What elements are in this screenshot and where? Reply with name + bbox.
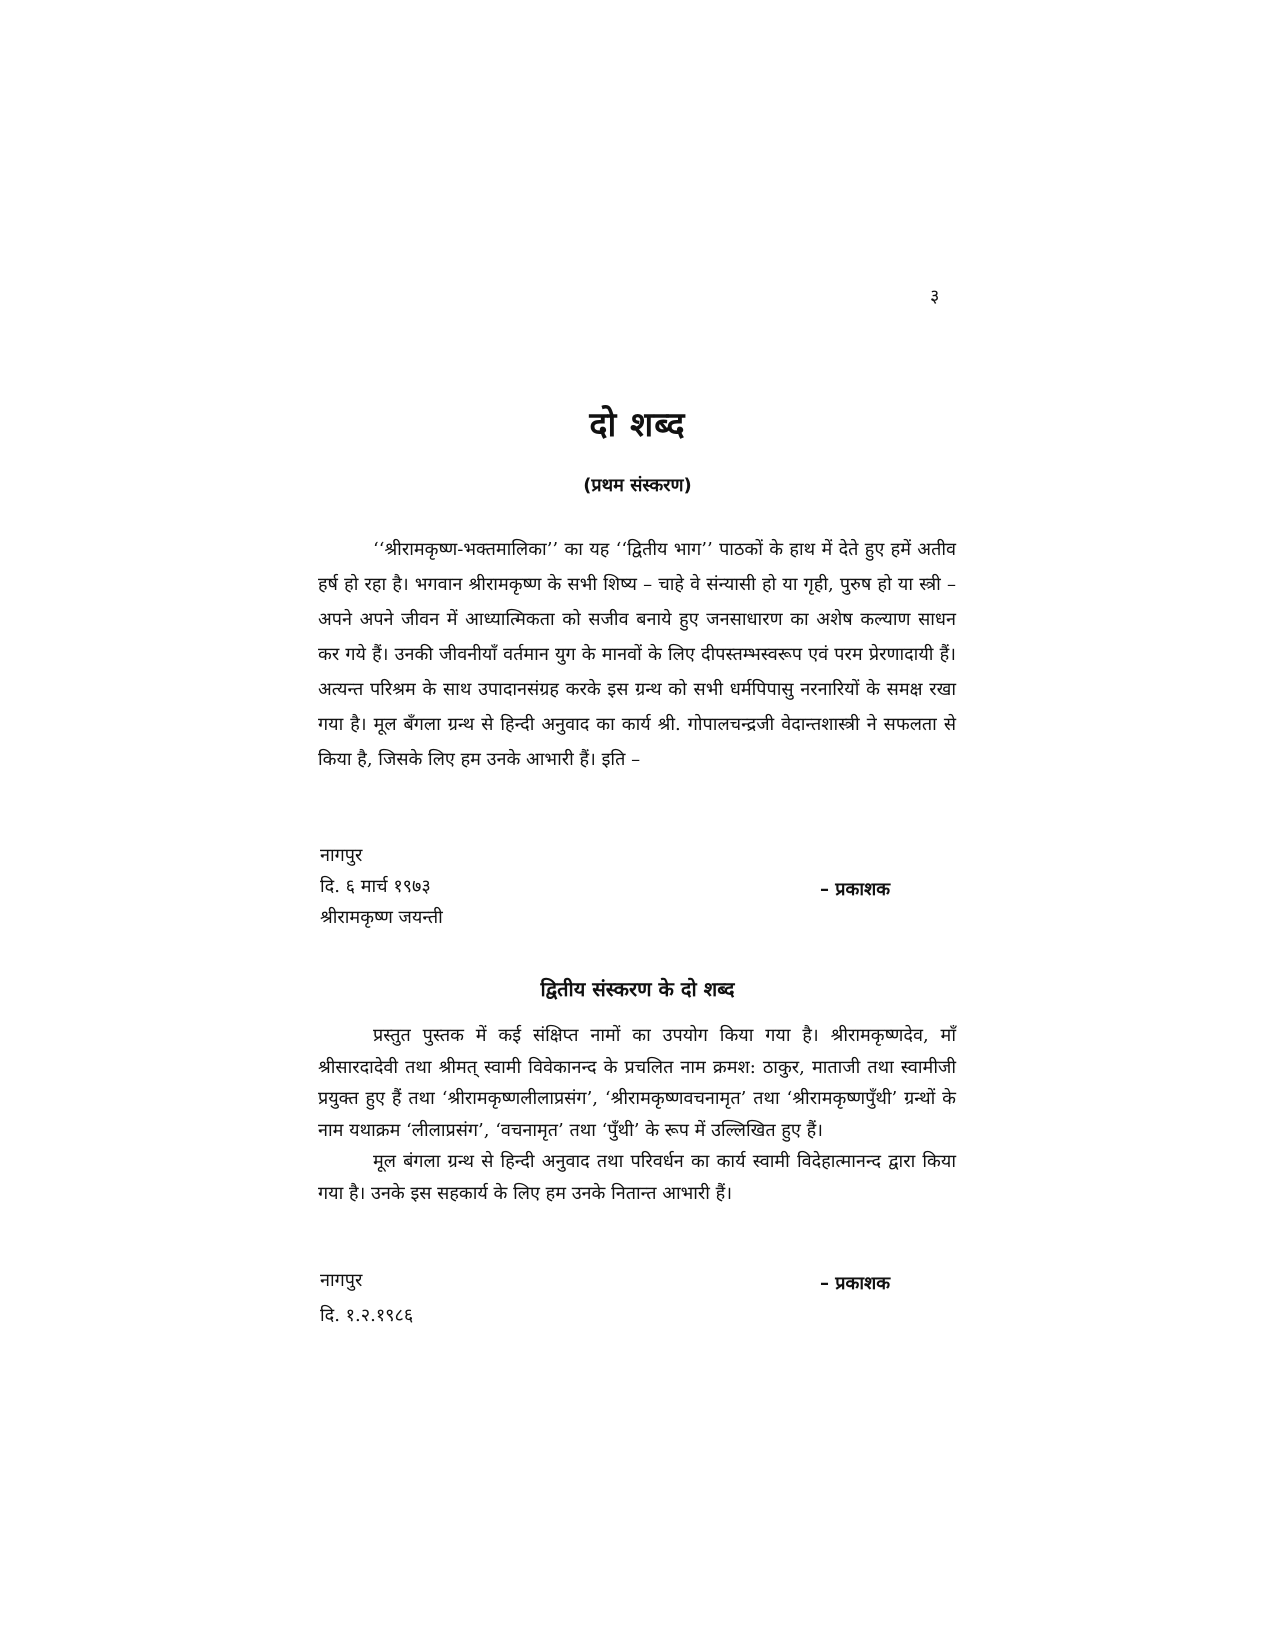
first-edition-paragraph: ‘‘श्रीरामकृष्ण-भक्तमालिका’’ का यह ‘‘द्वितीय भाग’’ पाठकों के हाथ में देते हुए हमें अतीव हर्ष हो रहा है। भगवान श्रीरामकृष्ण के सभी शिष्य – चाहे वे संन्यासी हो या गृही, पुरुष हो या स्त्री – अपने अपने जीवन में आध्यात्मिकता को सजीव बनाये हुए जनसाधारण का अशेष कल्याण साधन कर गये हैं। उनकी जीवनीयाँ वर्तमान युग के मानवों के लिए दीपस्तम्भस्वरूप एवं परम प्रेरणादायी हैं। अत्यन्त परिश्रम के साथ उपादानसंग्रह करके इस ग्रन्थ को सभी धर्मपिपासु नरनारियों के समक्ष रखा गया है। मूल बँगला ग्रन्थ से हिन्दी अनुवाद का कार्य श्री. गोपालचन्द्रजी वेदान्तशास्त्री ने सफलता से किया है, जिसके लिए हम उनके आभारी हैं। इति – — [318, 539, 956, 770]
second-edition-publisher: – प्रकाशक — [820, 1273, 891, 1294]
page-title: दो शब्द — [589, 405, 686, 445]
first-edition-date: दि. ६ मार्च १९७३ — [320, 876, 431, 897]
second-edition-paragraph-1: प्रस्तुत पुस्तक में कई संक्षिप्त नामों का उपयोग किया गया है। श्रीरामकृष्णदेव, माँ श्रीसारदादेवी तथा श्रीमत् स्वामी विवेकानन्द के प्रचलित नाम क्रमश: ठाकुर, माताजी तथा स्वामीजी प्रयुक्त हुए हैं तथा ‘श्रीरामकृष्णलीलाप्रसंग’, ‘श्रीरामकृष्णवचनामृत’ तथा ‘श्रीरामकृष्णपुँथी’ ग्रन्थों के नाम यथाक्रम ‘लीलाप्रसंग’, ‘वचनामृत’ तथा ‘पुँथी’ के रूप में उल्लिखित हुए हैं। — [318, 1025, 956, 1141]
page-number: ३ — [930, 286, 940, 307]
second-edition-heading: द्वितीय संस्करण के दो शब्द — [540, 977, 735, 1001]
first-edition-publisher: – प्रकाशक — [820, 879, 891, 900]
second-edition-date: दि. १.२.१९८६ — [320, 1305, 414, 1326]
second-edition-paragraph-2: मूल बंगला ग्रन्थ से हिन्दी अनुवाद तथा परिवर्धन का कार्य स्वामी विदेहात्मानन्द द्वारा किया गया है। उनके इस सहकार्य के लिए हम उनके नितान्त आभारी हैं। — [318, 1151, 956, 1204]
second-edition-place: नागपुर — [320, 1270, 363, 1291]
second-edition-signoff — [320, 1263, 413, 1333]
first-edition-signoff — [320, 840, 443, 933]
first-edition-occasion: श्रीरामकृष्ण जयन्ती — [320, 907, 443, 928]
first-edition-place: नागपुर — [320, 845, 363, 866]
page-subtitle: (प्रथम संस्करण) — [583, 475, 692, 496]
